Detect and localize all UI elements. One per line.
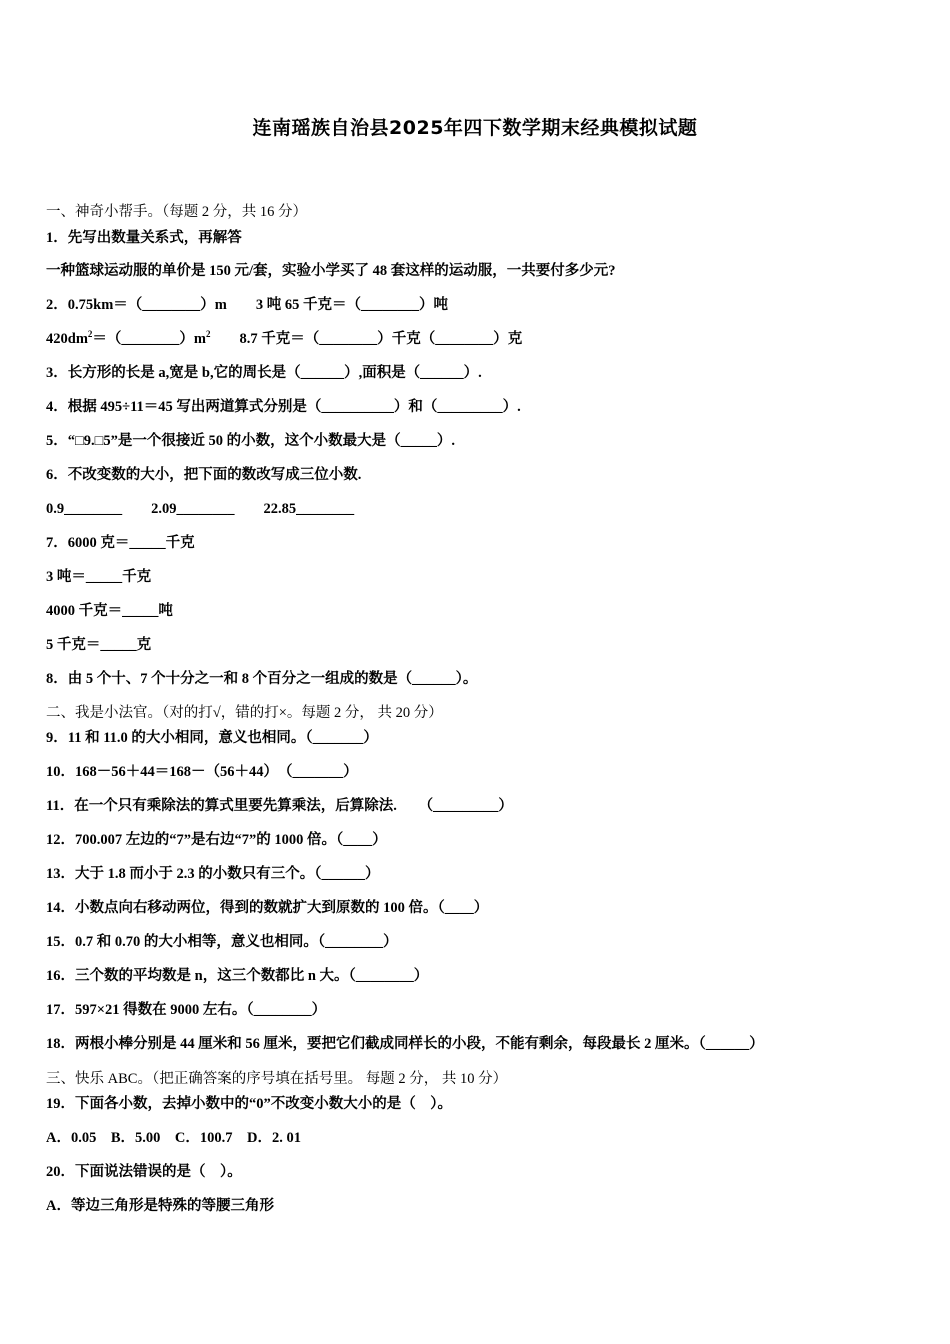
question-2: 2．0.75km＝（________）m 3 吨 65 千克＝（________）吨	[46, 297, 448, 313]
question-12: 12．700.007 左边的“7”是右边“7”的 1000 倍。（____）	[46, 832, 387, 848]
q2b-sup2: 2	[206, 329, 211, 340]
question-6: 6．不改变数的大小，把下面的数改写成三位小数.	[46, 467, 362, 483]
q2b-post: 8.7 千克＝（________）千克（________）克	[210, 331, 523, 347]
question-20-option-a: A．等边三角形是特殊的等腰三角形	[46, 1198, 274, 1214]
question-19-options: A．0.05 B．5.00 C．100.7 D．2. 01	[46, 1130, 301, 1146]
question-7: 7．6000 克＝_____千克	[46, 535, 195, 551]
question-14: 14．小数点向右移动两位，得到的数就扩大到原数的 100 倍。（____）	[46, 900, 489, 916]
question-7-part-c: 4000 千克＝_____吨	[46, 603, 173, 619]
section-1-heading: 一、神奇小帮手。（每题 2 分，共 16 分）	[46, 204, 307, 220]
question-5: 5．“□9.□5”是一个很接近 50 的小数，这个小数最大是（_____）.	[46, 433, 456, 449]
question-10: 10．168－56＋44＝168－（56＋44） （_______）	[46, 764, 358, 780]
question-15: 15．0.7 和 0.70 的大小相等，意义也相同。（________）	[46, 934, 398, 950]
question-18: 18．两根小棒分别是 44 厘米和 56 厘米，要把它们截成同样长的小段，不能有剩余，每段最长 2 厘米。（______）	[46, 1036, 764, 1052]
exam-title: 连南瑶族自治县2025年四下数学期末经典模拟试题	[252, 117, 698, 139]
section-3-heading: 三、快乐 ABC。（把正确答案的序号填在括号里。 每题 2 分， 共 10 分）	[46, 1071, 508, 1087]
question-7-part-b: 3 吨＝_____千克	[46, 569, 152, 585]
question-17: 17．597×21 得数在 9000 左右。（________）	[46, 1002, 327, 1018]
question-1-text: 一种篮球运动服的单价是 150 元/套，实验小学买了 48 套这样的运动服，一共要付多少元?	[46, 263, 616, 279]
question-4: 4．根据 495÷11＝45 写出两道算式分别是（__________）和（_________）.	[46, 399, 521, 415]
question-3: 3．长方形的长是 a,宽是 b,它的周长是（______）,面积是（______）.	[46, 365, 482, 381]
question-16: 16．三个数的平均数是 n，这三个数都比 n 大。（________）	[46, 968, 429, 984]
question-11: 11．在一个只有乘除法的算式里要先算乘法，后算除法. （_________）	[46, 798, 513, 814]
q2b-sup: 2	[87, 329, 93, 340]
q2b-mid: ＝（________）m	[92, 331, 206, 347]
question-1: 1．先写出数量关系式，再解答	[46, 230, 242, 246]
q2b-pre: 420dm	[46, 331, 88, 347]
question-8: 8．由 5 个十、7 个十分之一和 8 个百分之一组成的数是（______）。	[46, 671, 478, 687]
question-13: 13．大于 1.8 而小于 2.3 的小数只有三个。（______）	[46, 866, 380, 882]
question-7-part-d: 5 千克＝_____克	[46, 637, 152, 653]
question-20: 20．下面说法错误的是（ ）。	[46, 1164, 242, 1180]
section-2-heading: 二、我是小法官。（对的打√，错的打×。每题 2 分， 共 20 分）	[46, 705, 443, 721]
question-6-items: 0.9________ 2.09________ 22.85________	[46, 501, 355, 517]
question-2-part-b	[46, 329, 522, 349]
question-19: 19．下面各小数，去掉小数中的“0”不改变小数大小的是（ ）。	[46, 1096, 452, 1112]
question-9: 9．11 和 11.0 的大小相同，意义也相同。（_______）	[46, 730, 378, 746]
